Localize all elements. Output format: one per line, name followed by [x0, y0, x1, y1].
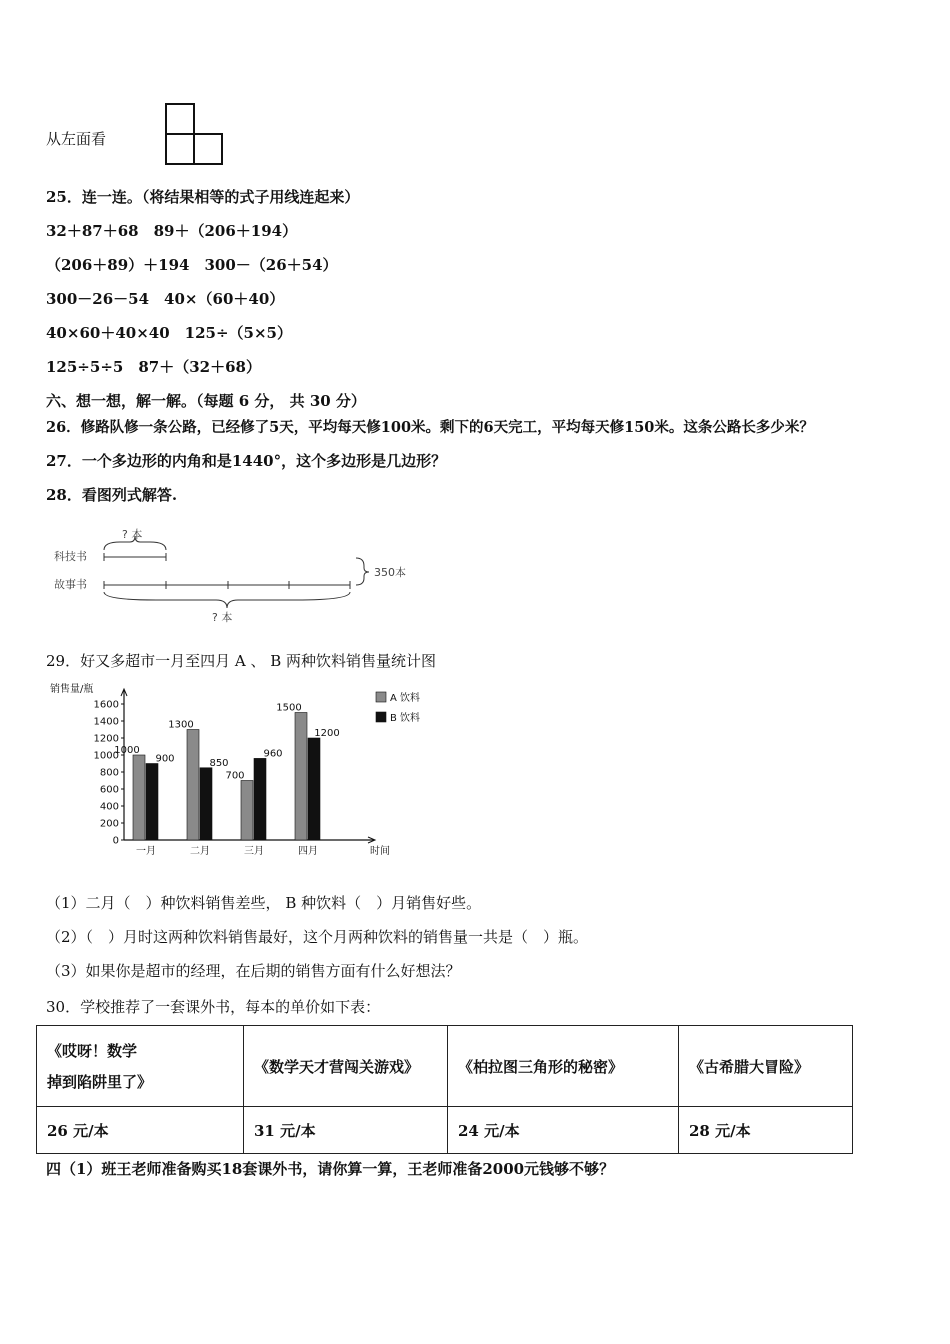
bar	[200, 768, 212, 840]
y-tick-label: 200	[99, 818, 119, 830]
book1-price: 26 元/本	[37, 1107, 244, 1154]
book4-name: 《古希腊大冒险》	[679, 1026, 853, 1107]
bar	[133, 755, 145, 840]
data-label: 1000	[114, 745, 140, 756]
bar-chart	[46, 676, 466, 866]
q27-text: 27．一个多边形的内角和是1440°，这个多边形是几边形？	[46, 452, 447, 470]
legend-swatch	[376, 712, 386, 722]
q25-row: 125÷5÷5 87＋（32＋68）	[46, 358, 261, 376]
book4-price: 28 元/本	[679, 1107, 853, 1154]
bar	[187, 730, 199, 841]
y-tick-label: 0	[112, 835, 119, 847]
left-view-figure	[164, 102, 226, 168]
q29-sub3: （3）如果你是超市的经理，在后期的销售方面有什么好想法？	[46, 962, 461, 980]
table-cell	[37, 1026, 244, 1107]
x-tick-label: 三月	[244, 846, 264, 857]
q28-label-science: 科技书	[54, 550, 87, 563]
x-tick-label: 一月	[136, 846, 156, 857]
book3-price: 24 元/本	[448, 1107, 679, 1154]
q25-row: 32＋87＋68 89＋（206＋194）	[46, 222, 298, 240]
y-tick-label: 1200	[93, 733, 119, 745]
bar	[146, 764, 158, 841]
bar	[295, 713, 307, 841]
x-tick-label: 四月	[298, 846, 318, 857]
q26-text: 26．修路队修一条公路，已经修了5天，平均每天修100米。剩下的6天完工，平均每天修150米。这条公路长多少米？	[46, 419, 814, 436]
y-tick-label: 600	[99, 784, 119, 796]
y-tick-label: 1400	[93, 716, 119, 728]
q30-question: 四（1）班王老师准备购买18套课外书，请你算一算，王老师准备2000元钱够不够？	[46, 1160, 615, 1178]
data-label: 1500	[276, 702, 302, 714]
left-view-label: 从左面看	[46, 130, 107, 148]
table-row	[37, 1026, 853, 1107]
legend-swatch	[376, 692, 386, 702]
q25-title: 25．连一连。（将结果相等的式子用线连起来）	[46, 188, 360, 206]
legend-label: A 饮料	[390, 693, 421, 704]
q30-title: 30．学校推荐了一套课外书，每本的单价如下表：	[46, 998, 381, 1016]
q25-row: 40×60＋40×40 125÷（5×5）	[46, 324, 292, 342]
data-label: 1300	[168, 719, 194, 731]
data-label: 850	[209, 757, 229, 769]
q28-diagram	[46, 522, 426, 630]
bar	[254, 758, 266, 840]
x-axis-label: 时间	[370, 846, 390, 857]
q28-title: 28．看图列式解答.	[46, 486, 178, 504]
x-tick-label: 二月	[190, 846, 210, 857]
q29-title: 29．好又多超市一月至四月 A 、 B 两种饮料销售量统计图	[46, 652, 437, 670]
y-tick-label: 400	[99, 801, 119, 813]
q29-sub2: （2）（ ）月时这两种饮料销售最好，这个月两种饮料的销售量一共是（ ）瓶。	[46, 928, 589, 946]
data-label: 960	[263, 748, 283, 760]
q25-row: （206＋89）＋194 300－（26＋54）	[46, 256, 338, 274]
table-row	[37, 1107, 853, 1154]
q25-row: 300－26－54 40×（60＋40）	[46, 290, 285, 308]
data-label: 700	[225, 770, 245, 782]
q28-label-story: 故事书	[54, 578, 87, 591]
y-tick-label: 1000	[93, 750, 119, 762]
book1-line2: 掉到陷阱里了》	[47, 1073, 153, 1091]
data-label: 900	[155, 753, 175, 765]
q29-sub1: （1）二月（ ）种饮料销售差些， B 种饮料（ ）月销售好些。	[46, 894, 482, 912]
book1-line1: 《哎呀！数学	[47, 1042, 138, 1060]
book3-name: 《柏拉图三角形的秘密》	[448, 1026, 679, 1107]
book2-price: 31 元/本	[244, 1107, 448, 1154]
q28-unknown-science: ? 本	[122, 528, 143, 541]
legend-label: B 饮料	[390, 713, 421, 724]
q28-unknown-story: ? 本	[212, 611, 233, 624]
section6-title: 六、想一想，解一解。（每题 6 分， 共 30 分）	[46, 392, 366, 410]
book2-name: 《数学天才营闯关游戏》	[244, 1026, 448, 1107]
bar	[308, 738, 320, 840]
q28-total: 350本	[374, 566, 406, 579]
data-label: 1200	[314, 728, 340, 739]
book-price-table	[36, 1025, 853, 1154]
y-tick-label: 800	[99, 767, 119, 779]
y-axis-label: 销售量/瓶	[50, 684, 94, 695]
y-tick-label: 1600	[93, 699, 119, 711]
bar	[241, 781, 253, 841]
